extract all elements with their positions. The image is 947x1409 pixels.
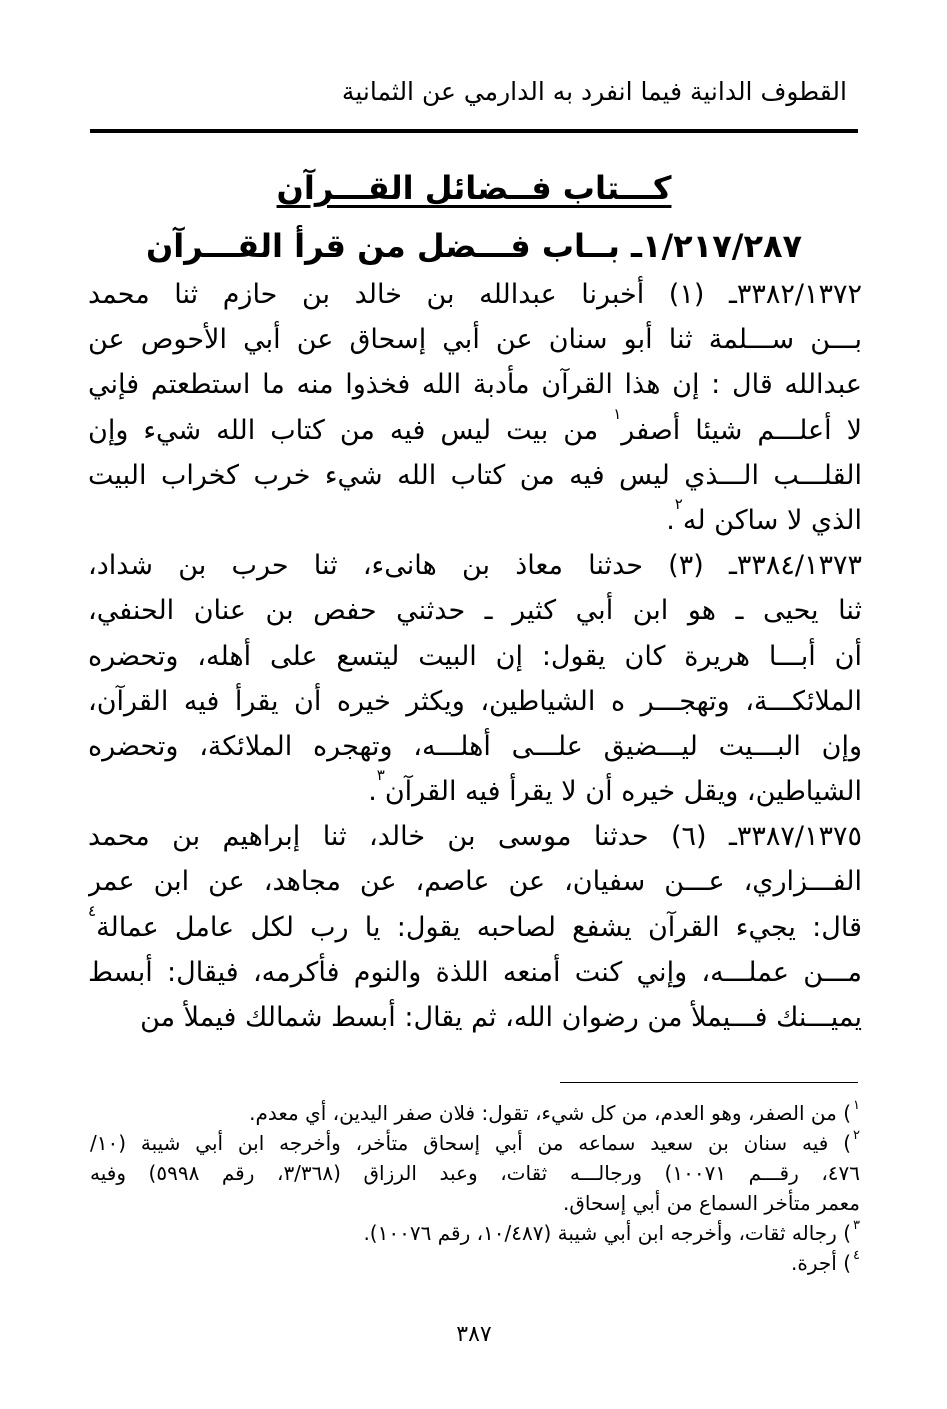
- text-line: الفـــزاري، عـــن سفيان، عن عاصم، عن مجاهد، عن ابن عمر: [88, 866, 862, 898]
- text-segment: قال: يجيء القرآن يشفع لصاحبه يقول: يا رب لكل عامل عمالة: [96, 911, 862, 943]
- footnote-paren: ): [836, 1101, 852, 1125]
- footnote-text: رجاله ثقات، وأخرجه ابن أبي شيبة (١٠/٤٨٧، رقم ١٠٠٧٦).: [363, 1221, 837, 1245]
- text-line: القلـــب الـــذي ليس فيه من كتاب الله شيء خرب كخراب البيت: [88, 459, 862, 491]
- text-line: بـــن ســـلمة ثنا أبو سنان عن أبي إسحاق عن أبي الأحوص عن: [88, 324, 862, 356]
- footnote: [90, 1128, 860, 1218]
- footnote-paren: ): [836, 1251, 852, 1275]
- footnote-reference[interactable]: ٢: [674, 497, 683, 513]
- text-line: يميـــنك فـــيملأ من رضوان الله، ثم يقال: أبسط شمالك فيملأ من: [140, 1002, 862, 1033]
- text-line: [88, 905, 862, 950]
- text-line: ٣٣٨٤/١٣٧٣ـ (٣) حدثنا معاذ بن هانىء، ثنا حرب بن شداد،: [88, 550, 862, 582]
- footnote-text: فيه سنان بن سعيد سماعه من أبي إسحاق متأخر، وأخرجه ابن أبي شيبة (١٠/: [90, 1131, 829, 1155]
- footnote-text: من الصفر، وهو العدم، من كل شيء، تقول: فلان صفر اليدين، أي معدم.: [249, 1101, 837, 1125]
- footnote-paren: ): [828, 1131, 852, 1155]
- footnote-line: [90, 1128, 860, 1158]
- text-segment: .: [666, 504, 675, 536]
- footnote-rule: [560, 1082, 858, 1083]
- footnote-line: [90, 1218, 860, 1248]
- text-line: عبدالله قال : إن هذا القرآن مأدبة الله فخذوا منه ما استطعتم فإني: [88, 369, 862, 401]
- footnote-number: ١: [853, 1098, 860, 1113]
- text-line: الملائكـــة، وتهجـــر ه الشياطين، ويكثر خيره أن يقرأ فيه القرآن،: [88, 685, 862, 717]
- text-segment: الشياطين، ويقل خيره أن لا يقرأ فيه القرآن: [384, 776, 862, 808]
- footnote-reference[interactable]: ٤: [88, 904, 97, 920]
- text-line: وإن البـــيت ليـــضيق علـــى أهلـــه، وتهجره الملائكة، وتحضره: [88, 730, 862, 762]
- footnote: [90, 1248, 860, 1278]
- text-line: ثنا يحيى ـ هو ابن أبي كثير ـ حدثني حفص بن عنان الحنفي،: [88, 595, 862, 627]
- footnote-line: [90, 1248, 860, 1278]
- page-number: ٣٨٧: [456, 1322, 492, 1347]
- text-line: أن أبـــا هريرة كان يقول: إن البيت ليتسع على أهله، وتحضره: [88, 640, 862, 672]
- footnote-paren: ): [836, 1221, 852, 1245]
- footnote-number: ٣: [853, 1218, 860, 1233]
- chapter-title: ١/٢١٧/٢٨٧ـ بــاب فـــضل من قرأ القـــرآن: [145, 227, 803, 265]
- header-rule: [90, 129, 858, 133]
- text-segment: لا أعلـــم شيئا أصفر: [621, 414, 862, 446]
- footnote: [90, 1098, 860, 1128]
- footnote-number: ٤: [853, 1248, 860, 1263]
- book-title: كـــتاب فــضائل القـــرآن: [276, 169, 672, 207]
- text-line: مـــن عملـــه، وإني كنت أمنعه اللذة والنوم فأكرمه، فيقال: أبسط: [88, 956, 862, 988]
- footnotes: [90, 1098, 860, 1278]
- running-head: القطوف الدانية فيما انفرد به الدارمي عن الثمانية: [341, 77, 847, 106]
- hadith-paragraph: [88, 272, 862, 543]
- footnote-line: [90, 1158, 860, 1188]
- footnote-text: معمر متأخر السماع من أبي إسحاق.: [563, 1191, 860, 1215]
- hadith-paragraph: [88, 814, 862, 1040]
- footnote-reference[interactable]: ١: [613, 407, 622, 423]
- footnote-reference[interactable]: ٣: [376, 769, 385, 785]
- text-line: ٣٣٨٢/١٣٧٢ـ (١) أخبرنا عبدالله بن خالد بن حازم ثنا محمد: [88, 279, 862, 310]
- hadith-paragraph: [88, 543, 862, 814]
- text-segment: الذي لا ساكن له: [682, 504, 862, 536]
- footnote-line: [90, 1188, 860, 1218]
- footnote-number: ٢: [853, 1128, 860, 1143]
- footnote: [90, 1218, 860, 1248]
- footnote-text: ٤٧٦، رقـــم ١٠٠٧١) ورجالـــه ثقات، وعبد الرزاق (٣/٣٦٨، رقم ٥٩٩٨) وفيه: [90, 1161, 860, 1185]
- body-text: [88, 272, 862, 1040]
- footnote-text: أجرة.: [791, 1251, 837, 1275]
- text-line: [88, 498, 862, 543]
- text-segment: .: [368, 776, 377, 808]
- text-line: ٣٣٨٧/١٣٧٥ـ (٦) حدثنا موسى بن خالد، ثنا إبراهيم بن محمد: [88, 821, 862, 853]
- text-segment: من بيت ليس فيه من كتاب الله شيء وإن: [88, 414, 614, 446]
- footnote-line: [90, 1098, 860, 1128]
- text-line: [88, 408, 862, 453]
- text-line: [88, 769, 862, 814]
